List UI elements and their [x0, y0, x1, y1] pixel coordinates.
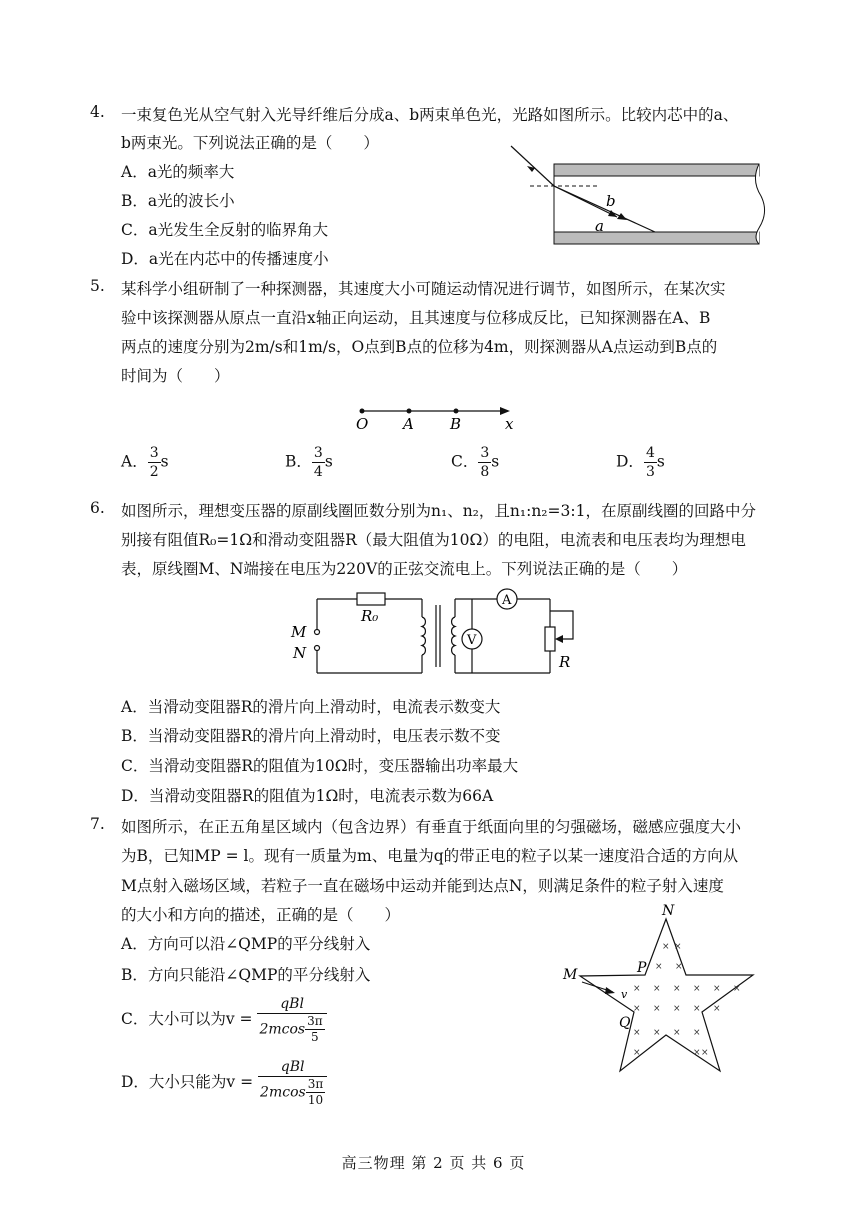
option-c[interactable]: C．大小可以为v = qBl 2mcos $\frac{3\pi}{5}$	[121, 995, 327, 1045]
resistor-r0	[357, 593, 385, 605]
point-a-label: A	[403, 415, 414, 433]
option-b[interactable]: B． $\frac{3}{4}$ s	[285, 445, 333, 480]
point-b-label: B	[450, 415, 462, 433]
point-o-label: O	[356, 415, 369, 433]
svg-text:×: ×	[653, 984, 661, 994]
optical-fiber-figure	[505, 140, 775, 252]
svg-text:×: ×	[633, 1004, 641, 1014]
velocity-fraction: qBl 2mcos $\frac{3\pi}{5}$	[257, 995, 326, 1045]
question-number: 6.	[90, 499, 105, 517]
question-text: 为B，已知MP = l。现有一质量为m、电量为q的带正电的粒子以某一速度沿合适的方向从	[121, 847, 739, 865]
svg-text:×: ×	[655, 962, 663, 972]
svg-text:×: ×	[674, 942, 682, 952]
voltmeter-label: V	[467, 633, 477, 648]
svg-text:×: ×	[713, 984, 721, 994]
velocity-fraction: qBl 2mcos $\frac{3\pi}{10}$	[258, 1058, 327, 1108]
x-axis-figure	[350, 398, 520, 434]
option-a[interactable]: A． $\frac{3}{2}$ s	[121, 445, 169, 480]
point-q-label: Q	[619, 1015, 631, 1031]
point-n-label: N	[662, 903, 675, 919]
svg-text:×: ×	[701, 1048, 709, 1058]
ray-b-label: b	[606, 192, 616, 210]
svg-text:×: ×	[693, 984, 701, 994]
question-text: M点射入磁场区域，若粒子一直在磁场中运动并能到达点N，则满足条件的粒子射入速度	[121, 877, 724, 895]
option-d[interactable]: D．当滑动变阻器R的阻值为1Ω时，电流表示数为66A	[121, 787, 494, 805]
question-text: b两束光。下列说法正确的是（ ）	[121, 134, 379, 152]
option-a[interactable]: A．当滑动变阻器R的滑片向上滑动时，电流表示数变大	[121, 698, 501, 716]
option-b[interactable]: B．方向只能沿∠QMP的平分线射入	[121, 966, 371, 984]
terminal-n-label: N	[293, 644, 307, 662]
question-text: 某科学小组研制了一种探测器，其速度大小可随运动情况进行调节，如图所示，在某次实	[121, 280, 726, 298]
question-number: 4.	[90, 103, 105, 121]
option-d[interactable]: D．大小只能为v = qBl 2mcos $\frac{3\pi}{10}$	[121, 1058, 327, 1108]
question-text: 一束复色光从空气射入光导纤维后分成a、b两束单色光，光路如图所示。比较内芯中的a、	[121, 106, 739, 124]
velocity-label: v	[621, 988, 628, 1001]
option-d[interactable]: D． $\frac{4}{3}$ s	[616, 445, 665, 480]
option-a[interactable]: A．a光的频率大	[121, 163, 235, 181]
option-c[interactable]: C． $\frac{3}{8}$ s	[451, 445, 500, 480]
fraction: $\frac{4}{3}$	[645, 445, 655, 480]
svg-text:×: ×	[713, 1004, 721, 1014]
star-field-figure	[555, 902, 765, 1077]
svg-text:×: ×	[693, 1048, 701, 1058]
svg-text:×: ×	[673, 1028, 681, 1038]
svg-text:×: ×	[653, 1028, 661, 1038]
svg-text:×: ×	[693, 1028, 701, 1038]
fraction: $\frac{3}{4}$	[313, 445, 323, 480]
question-number: 7.	[90, 815, 105, 833]
question-text: 如图所示，理想变压器的原副线圈匝数分别为n₁、n₂，且n₁:n₂=3:1，在原副线圈的回路中分	[121, 502, 756, 520]
r0-label: R₀	[361, 607, 379, 625]
question-number: 5.	[90, 277, 105, 295]
question-text: 如图所示，在正五角星区域内（包含边界）有垂直于纸面向里的匀强磁场，磁感应强度大小	[121, 818, 742, 836]
question-text: 验中该探测器从原点一直沿x轴正向运动，且其速度与位移成反比，已知探测器在A、B	[121, 309, 711, 327]
svg-text:×: ×	[733, 984, 741, 994]
question-text: 两点的速度分别为2m/s和1m/s，O点到B点的位移为4m，则探测器从A点运动到B点的	[121, 338, 718, 356]
option-d[interactable]: D．a光在内芯中的传播速度小	[121, 250, 329, 268]
option-c[interactable]: C．a光发生全反射的临界角大	[121, 221, 329, 239]
rheostat-label: R	[559, 653, 571, 671]
svg-text:×: ×	[675, 962, 683, 972]
svg-text:×: ×	[673, 1004, 681, 1014]
question-text: 别接有阻值R₀=1Ω和滑动变阻器R（最大阻值为10Ω）的电阻，电流表和电压表均为理想电	[121, 531, 746, 549]
fraction: $\frac{3}{2}$	[149, 445, 159, 480]
option-b[interactable]: B．当滑动变阻器R的滑片向上滑动时，电压表示数不变	[121, 727, 501, 745]
option-a[interactable]: A．方向可以沿∠QMP的平分线射入	[121, 935, 371, 953]
svg-text:×: ×	[653, 1004, 661, 1014]
svg-text:×: ×	[662, 942, 670, 952]
ammeter-label: A	[502, 593, 512, 608]
ray-a-label: a	[595, 217, 604, 235]
svg-text:×: ×	[673, 984, 681, 994]
svg-text:×: ×	[633, 1028, 641, 1038]
point-m-label: M	[563, 967, 578, 983]
svg-text:×: ×	[633, 984, 641, 994]
page-footer: 高三物理 第 2 页 共 6 页	[341, 1154, 526, 1172]
question-text: 的大小和方向的描述，正确的是（ ）	[121, 906, 401, 924]
question-text: 表，原线圈M、N端接在电压为220V的正弦交流电上。下列说法正确的是（ ）	[121, 560, 688, 578]
x-axis-label: x	[505, 415, 514, 433]
option-c[interactable]: C．当滑动变阻器R的阻值为10Ω时，变压器输出功率最大	[121, 757, 519, 775]
terminal-m-label: M	[291, 623, 307, 641]
point-p-label: P	[637, 960, 647, 976]
question-text: 时间为（ ）	[121, 367, 230, 385]
transformer-circuit-figure	[285, 585, 590, 685]
svg-text:×: ×	[633, 1048, 641, 1058]
fraction: $\frac{3}{8}$	[480, 445, 490, 480]
svg-text:×: ×	[693, 1004, 701, 1014]
rheostat	[545, 627, 555, 651]
option-b[interactable]: B．a光的波长小	[121, 192, 235, 210]
